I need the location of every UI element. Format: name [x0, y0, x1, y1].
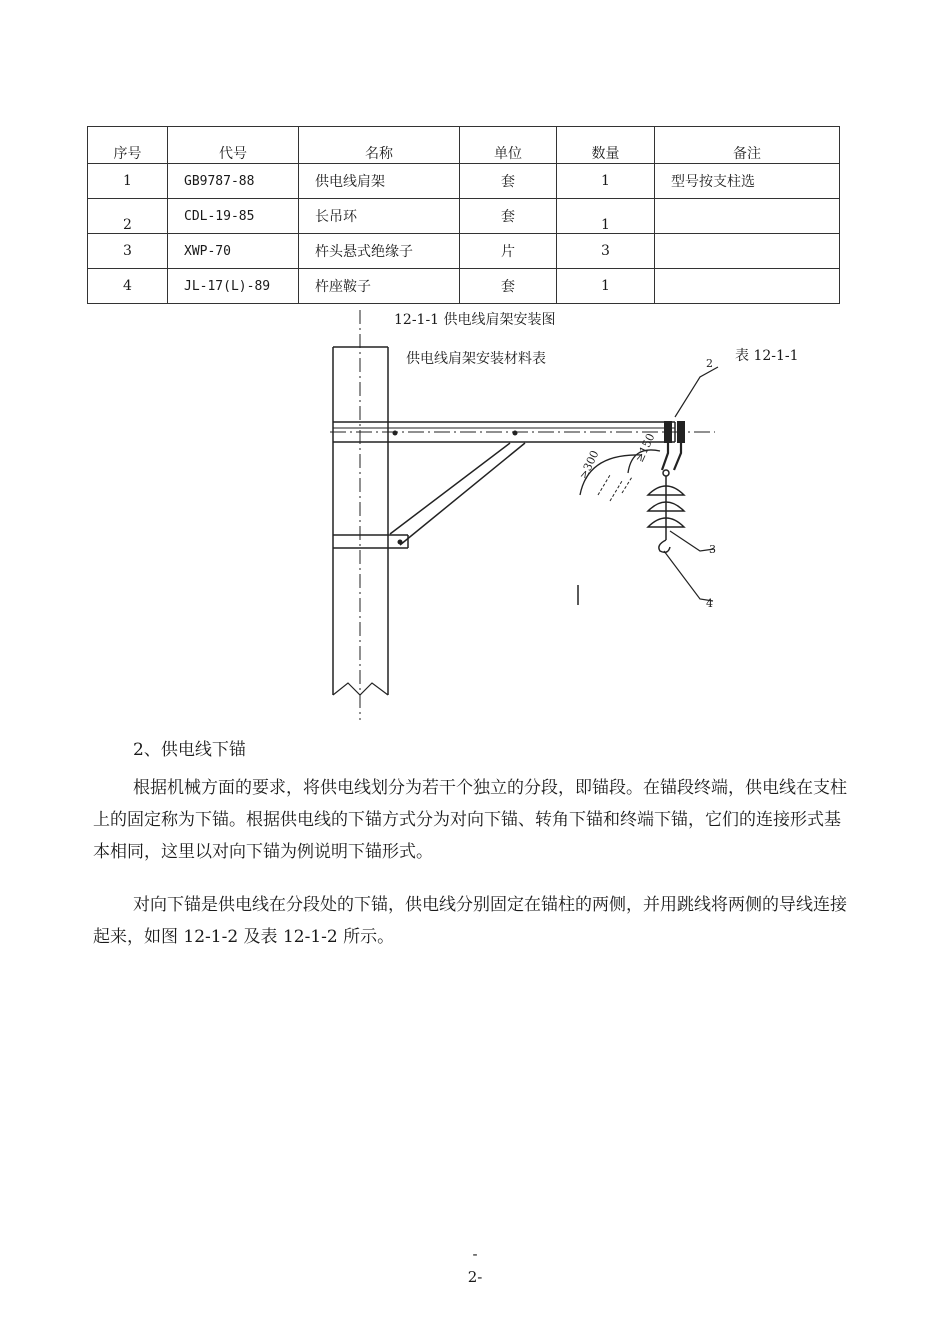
dim-150: ≥150 — [632, 431, 658, 465]
table-header-row — [88, 127, 840, 164]
cell-qty: 1 — [557, 199, 655, 234]
cell-remark — [655, 234, 840, 269]
paragraph-1: 根据机械方面的要求，将供电线划分为若干个独立的分段，即锚段。在锚段终端，供电线在支柱上的固定称为下锚。根据供电线的下锚方式分为对向下锚、转角下锚和终端下锚，它们的连接形式基本相同，这里以对向下锚为例说明下锚形式。 — [93, 778, 847, 862]
callout-4: 4 — [706, 597, 713, 610]
page-dash: - — [472, 1245, 478, 1263]
cell-unit: 套 — [460, 269, 557, 304]
col-header-qty: 数量 — [557, 127, 655, 164]
leader-2 — [675, 367, 718, 417]
cell-code: JL-17(L)-89 — [168, 269, 299, 304]
callout-2: 2 — [706, 357, 713, 370]
cell-remark — [655, 269, 840, 304]
cell-name: 杵头悬式绝缘子 — [299, 234, 460, 269]
cell-remark — [655, 199, 840, 234]
section-heading: 2、供电线下锚 — [133, 740, 246, 760]
cell-index: 3 — [88, 234, 168, 269]
table-row — [88, 199, 840, 234]
col-header-code: 代号 — [168, 127, 299, 164]
table-number: 表 12-1-1 — [735, 348, 799, 364]
cell-unit: 套 — [460, 164, 557, 199]
cell-index: 2 — [88, 199, 168, 234]
table-row — [88, 234, 840, 269]
table-title: 供电线肩架安装材料表 — [406, 351, 546, 367]
cell-name: 供电线肩架 — [299, 164, 460, 199]
col-header-name: 名称 — [299, 127, 460, 164]
cell-remark: 型号按支柱选 — [655, 164, 840, 199]
suspension-insulator — [648, 486, 684, 540]
cell-code: XWP-70 — [168, 234, 299, 269]
leader-3 — [670, 531, 714, 551]
cell-code: CDL-19-85 — [168, 199, 299, 234]
cell-unit: 套 — [460, 199, 557, 234]
figure-caption: 12-1-1 供电线肩架安装图 — [394, 312, 556, 328]
callout-3: 3 — [709, 543, 716, 556]
table-row — [88, 164, 840, 199]
materials-table — [87, 126, 840, 304]
page-number: 2- — [467, 1268, 483, 1286]
table-row — [88, 269, 840, 304]
leader-4 — [664, 551, 713, 601]
cell-unit: 片 — [460, 234, 557, 269]
cell-index: 1 — [88, 164, 168, 199]
paragraph-2: 对向下锚是供电线在分段处的下锚，供电线分别固定在锚柱的两侧，并用跳线将两侧的导线连接起来，如图 12-1-2 及表 12-1-2 所示。 — [93, 895, 847, 947]
col-header-index: 序号 — [88, 127, 168, 164]
cell-index: 4 — [88, 269, 168, 304]
cell-name: 长吊环 — [299, 199, 460, 234]
col-header-remark: 备注 — [655, 127, 840, 164]
diagonal-brace-upper — [390, 443, 510, 534]
cell-name: 杵座鞍子 — [299, 269, 460, 304]
saddle-clamp — [659, 540, 670, 552]
cell-qty: 3 — [557, 234, 655, 269]
bracket-installation-drawing — [320, 305, 820, 725]
diagonal-brace-lower — [400, 443, 525, 545]
col-header-unit: 单位 — [460, 127, 557, 164]
cell-qty: 1 — [557, 269, 655, 304]
cell-qty: 1 — [557, 164, 655, 199]
dim-300: ≥300 — [576, 448, 602, 482]
cell-code: GB9787-88 — [168, 164, 299, 199]
